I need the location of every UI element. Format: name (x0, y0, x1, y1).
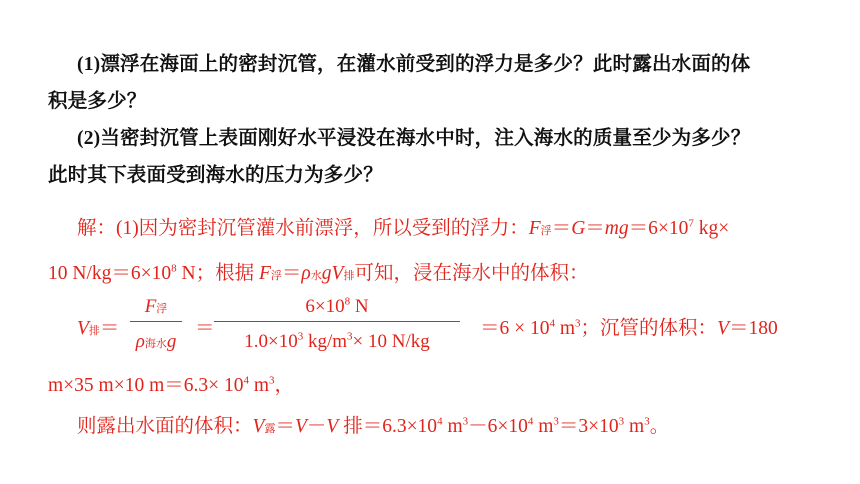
text-segment: 排＝6.3×10 (338, 416, 438, 437)
equals: ＝ (275, 416, 295, 437)
equals: ＝ (585, 218, 605, 239)
text-segment: 可知，浸在海水中的体积： (354, 263, 589, 284)
question-2-line-1: (2)当密封沉管上表面刚好水平浸没在海水中时，注入海水的质量至少为多少？ (77, 128, 751, 149)
exponent: 8 (171, 262, 177, 275)
buoyancy-subscript: 浮 (540, 225, 552, 237)
force-result: 10 N/kg＝6×10 (48, 263, 172, 284)
solution-line-2 (48, 257, 588, 285)
volume-result (480, 312, 778, 340)
volume-symbol: V (326, 416, 339, 437)
text-segment: ＝3×10 (558, 416, 619, 437)
text-segment: N；根据 (176, 263, 259, 284)
volume-label (77, 312, 119, 340)
exponent: 7 (688, 217, 694, 230)
text-segment: 则露出水面的体积： (77, 416, 253, 437)
exponent: 8 (344, 295, 351, 308)
numerator-value: 6×10 (305, 296, 345, 317)
minus: － (306, 416, 327, 437)
text-segment: ＝180 (728, 318, 778, 339)
force-symbol: F (144, 296, 157, 317)
fraction-2-numerator (212, 296, 462, 318)
result-value: ＝6 × 10 (480, 318, 550, 339)
volume-symbol: V (717, 318, 729, 339)
fraction-1-numerator (128, 296, 184, 318)
volume-symbol: V (252, 416, 265, 437)
unit-text: m (624, 416, 645, 437)
question-1-line-1: (1)漂浮在海面上的密封沉管，在灌水前受到的浮力是多少？此时露出水面的体 (77, 54, 751, 75)
seawater-subscript: 海水 (144, 338, 167, 350)
volume-calculation: m×35 m×10 m＝6.3× 10 (48, 375, 244, 396)
mass-symbol: m (604, 218, 619, 239)
buoyancy-subscript: 浮 (156, 303, 168, 315)
unit-text: N (350, 296, 369, 317)
exponent: 3 (462, 415, 469, 428)
question-2-line-2: 此时其下表面受到海水的压力为多少？ (48, 165, 383, 186)
water-subscript: 水 (310, 270, 322, 282)
force-symbol: F (258, 263, 271, 284)
density-value: 1.0×10 (244, 331, 298, 352)
equals: ＝ (551, 218, 572, 239)
text-segment: －6×10 (468, 416, 528, 437)
unit-text: m (442, 416, 463, 437)
weight-symbol: G (571, 218, 586, 239)
exponent: 3 (347, 330, 353, 343)
unit-text: m (249, 375, 270, 396)
unit-text: m (555, 318, 576, 339)
exponent: 3 (618, 415, 625, 428)
exponent: 3 (644, 415, 650, 428)
fraction-1-bar (130, 321, 182, 322)
exponent: 3 (575, 317, 581, 330)
buoyancy-subscript: 浮 (270, 270, 282, 282)
force-symbol: F (528, 218, 541, 239)
equals: ＝ (281, 263, 302, 284)
solution-intro: 解：(1)因为密封沉管灌水前漂浮，所以受到的浮力： (77, 218, 529, 239)
exponent: 3 (269, 374, 275, 387)
displaced-subscript: 排 (88, 325, 100, 337)
punctuation: 。 (649, 416, 670, 437)
gravity-symbol: g (321, 263, 332, 284)
exponent: 3 (297, 330, 304, 343)
exponent: 4 (243, 374, 249, 387)
unit-text: kg× (693, 218, 730, 239)
equals-sign: ＝ (195, 318, 215, 339)
volume-symbol: V (331, 263, 344, 284)
density-symbol: ρ (301, 263, 311, 284)
buoyancy-value: ＝6×10 (628, 218, 689, 239)
exponent: 4 (527, 415, 534, 428)
question-1-line-2: 积是多少？ (48, 91, 147, 112)
unit-text: m (533, 416, 554, 437)
displaced-subscript: 排 (343, 270, 355, 282)
exponent: 4 (549, 317, 555, 330)
exponent: 4 (437, 415, 443, 428)
fraction-1-denominator (124, 331, 188, 353)
gravity-value: × 10 N/kg (352, 331, 430, 352)
gravity-symbol: g (618, 218, 629, 239)
fraction-2-denominator (208, 331, 466, 353)
text-segment: ；沉管的体积： (580, 318, 718, 339)
fraction-2-bar (214, 321, 460, 322)
volume-symbol: V (77, 318, 89, 339)
equals: ＝ (99, 318, 120, 339)
exponent: 3 (553, 415, 559, 428)
exposed-subscript: 露 (264, 423, 276, 435)
solution-line-1 (77, 212, 729, 240)
solution-line-5 (77, 410, 669, 438)
unit-text: kg/m (303, 331, 348, 352)
density-symbol: ρ (135, 331, 145, 352)
volume-symbol: V (294, 416, 307, 437)
gravity-symbol: g (166, 331, 177, 352)
punctuation: ， (274, 375, 295, 396)
solution-line-4 (48, 369, 294, 397)
